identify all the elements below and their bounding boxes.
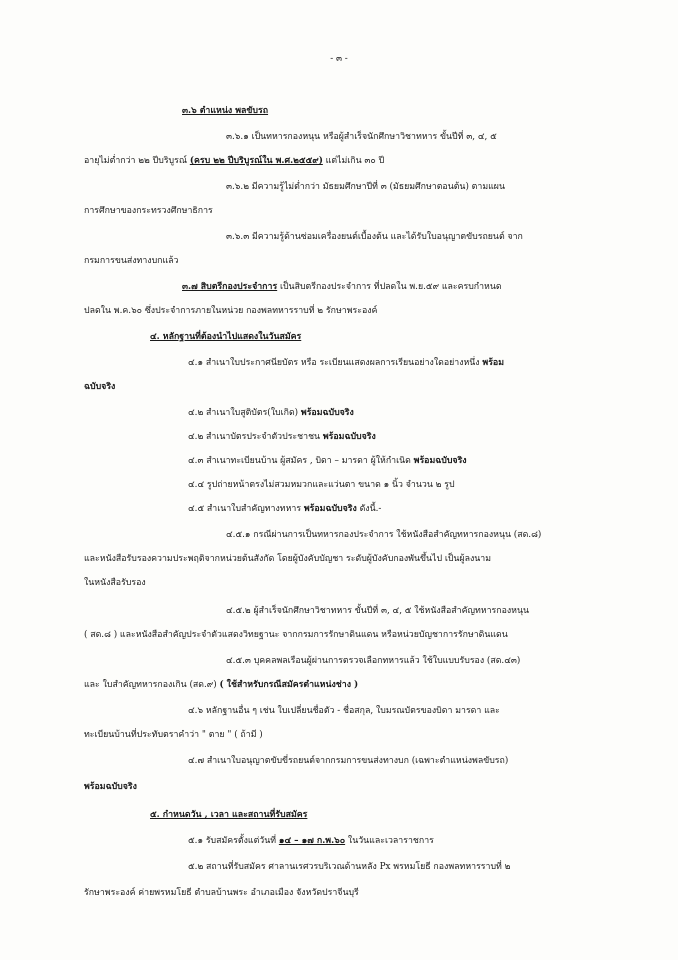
age-text: อายุไม่ต่ำกว่า ๒๒ ปีบริบูรณ์: [84, 156, 188, 166]
item-4-5-2-line2: ( สด.๘ ) และหนังสือสำคัญประจำตัวแสดงวิทยฐานะ จากกรมการรักษาดินแดน หรือหน่วยบัญชาการรักษาดินแดน: [84, 630, 508, 640]
item-5-1: [188, 832, 678, 850]
item-4-7-line1: ๔.๗ สำเนาใบอนุญาตขับขี่รถยนต์จากกรมการขนส่งทางบก (เฉพาะตำแหน่งพลขับรถ): [188, 756, 509, 766]
item-4-6-line1: ๔.๖ หลักฐานอื่น ๆ เช่น ใบเปลี่ยนชื่อตัว - ชื่อสกุล, ใบมรณบัตรของบิดา มารดา และ: [188, 706, 500, 716]
item-5-2-line1: ๕.๒ สถานที่รับสมัคร ศาลานเรศวรบริเวณด้านหลัง Px พรหมโยธี กองพลทหารราบที่ ๒: [188, 862, 511, 872]
item-5-2-line2: รักษาพระองค์ ค่ายพรหมโยธี ตำบลบ้านพระ อำเภอเมือง จังหวัดปราจีนบุรี: [84, 888, 359, 898]
item-4-7-line2: พร้อมฉบับจริง: [84, 782, 137, 792]
item-4-5-1-line3: ในหนังสือรับรอง: [84, 578, 146, 588]
item-3-6-2-line1: ๓.๖.๒ มีความรู้ไม่ต่ำกว่า มัธยมศึกษาปีที่ ๓ (มัธยมศึกษาตอนต้น) ตามแผน: [226, 182, 505, 192]
item-4-5-1-line1: ๔.๕.๑ กรณีผ่านการเป็นทหารกองประจำการ ใช้หนังสือสำคัญทหารกองหนุน (สด.๘): [226, 530, 542, 540]
section-3-7-line1: [182, 278, 678, 296]
section-3-7-text: เป็นสิบตรีกองประจำการ ที่ปลดใน พ.ย.๕๙ และครบกำหนด: [279, 282, 502, 292]
item-4-5-3-bold: ( ใช้สำหรับกรณีสมัครตำแหน่งช่าง ): [219, 680, 359, 690]
item-5-1-text: ๕.๑ รับสมัครตั้งแต่วันที่: [188, 836, 277, 846]
section-3-7-label: ๓.๗ สิบตรีกองประจำการ: [182, 282, 278, 292]
item-4-2b: [188, 428, 678, 446]
item-4-2a-bold: พร้อมฉบับจริง: [300, 408, 354, 418]
item-4-3: [188, 452, 678, 470]
item-3-6-1-line1: ๓.๖.๑ เป็นทหารกองหนุน หรือผู้สำเร็จนักศึกษาวิชาทหาร ขั้นปีที่ ๓, ๔, ๕: [226, 132, 497, 142]
item-4-1-bold: พร้อม: [482, 358, 505, 368]
item-3-6-1-line2: [84, 152, 678, 170]
item-4-3-bold: พร้อมฉบับจริง: [413, 456, 467, 466]
item-3-6-3-line1: ๓.๖.๓ มีความรู้ด้านซ่อมเครื่องยนต์เบื้องต้น และได้รับใบอนุญาตขับรถยนต์ จาก: [226, 232, 523, 242]
item-4-2a-text: ๔.๒ สำเนาใบสูติบัตร(ใบเกิด): [188, 408, 299, 418]
item-4-5: [188, 500, 678, 518]
item-5-1-tail: ในวันและเวลาราชการ: [347, 836, 434, 846]
item-4-5-3-text: และ ใบสำคัญทหารกองเกิน (สด.๙): [84, 680, 217, 690]
section-4-heading: ๔. หลักฐานที่ต้องนำไปแสดงในวันสมัคร: [150, 332, 302, 342]
item-4-5-text: ๔.๕ สำเนาใบสำคัญทางทหาร: [188, 504, 302, 514]
item-4-1-line1: [188, 354, 678, 372]
item-4-2a: [188, 404, 678, 422]
item-4-5-3-line1: ๔.๕.๓ บุคคลพลเรือนผู้ผ่านการตรวจเลือกทหารแล้ว ใช้ใบแบบรับรอง (สด.๔๓): [226, 656, 521, 666]
age-max: แต่ไม่เกิน ๓๐ ปี: [325, 156, 385, 166]
section-5-heading: ๕. กำหนดวัน , เวลา และสถานที่รับสมัคร: [150, 810, 308, 820]
item-4-5-2-line1: ๔.๕.๒ ผู้สำเร็จนักศึกษาวิชาทหาร ขั้นปีที่ ๓, ๔, ๕ ใช้หนังสือสำคัญทหารกองหนุน: [226, 606, 529, 616]
item-4-5-3-line2: [84, 676, 678, 694]
item-4-3-text: ๔.๓ สำเนาทะเบียนบ้าน ผู้สมัคร , บิดา – มารดา ผู้ให้กำเนิด: [188, 456, 411, 466]
item-3-6-3-line2: กรมการขนส่งทางบกแล้ว: [84, 256, 179, 266]
item-4-2b-text: ๔.๒ สำเนาบัตรประจำตัวประชาชน: [188, 432, 321, 442]
page-number: - ๓ -: [330, 54, 348, 64]
section-3-7-line2: ปลดใน พ.ค.๖๐ ซึ่งประจำการภายในหน่วย กองพลทหารราบที่ ๒ รักษาพระองค์: [84, 306, 378, 316]
item-4-5-tail: ดังนี้.-: [359, 504, 382, 514]
item-3-6-2-line2: การศึกษาของกระทรวงศึกษาธิการ: [84, 206, 213, 216]
item-4-1-line2: ฉบับจริง: [84, 382, 116, 392]
section-3-6-heading: ๓.๖ ตำแหน่ง พลขับรถ: [182, 106, 269, 116]
age-condition: (ครบ ๒๒ ปีบริบูรณ์ใน พ.ศ.๒๕๕๙): [189, 156, 323, 166]
item-4-1-text: ๔.๑ สำเนาใบประกาศนียบัตร หรือ ระเบียนแสดงผลการเรียนอย่างใดอย่างหนึ่ง: [188, 358, 480, 368]
item-4-2b-bold: พร้อมฉบับจริง: [322, 432, 376, 442]
item-4-5-1-line2: และหนังสือรับรองความประพฤติจากหน่วยต้นสังกัด โดยผู้บังคับบัญชา ระดับผู้บังคับกองพันขึ้นไป เป็นผู้ลงนาม: [84, 554, 492, 564]
item-4-6-line2: ทะเบียนบ้านที่ประทับตราคำว่า " ตาย " ( ถ้ามี ): [84, 730, 263, 740]
item-5-1-date: ๑๔ – ๑๗ ก.พ.๖๐: [278, 836, 346, 846]
item-4-4: ๔.๔ รูปถ่ายหน้าตรงไม่สวมหมวกและแว่นตา ขนาด ๑ นิ้ว จำนวน ๒ รูป: [188, 480, 455, 490]
item-4-5-bold: พร้อมฉบับจริง: [303, 504, 357, 514]
